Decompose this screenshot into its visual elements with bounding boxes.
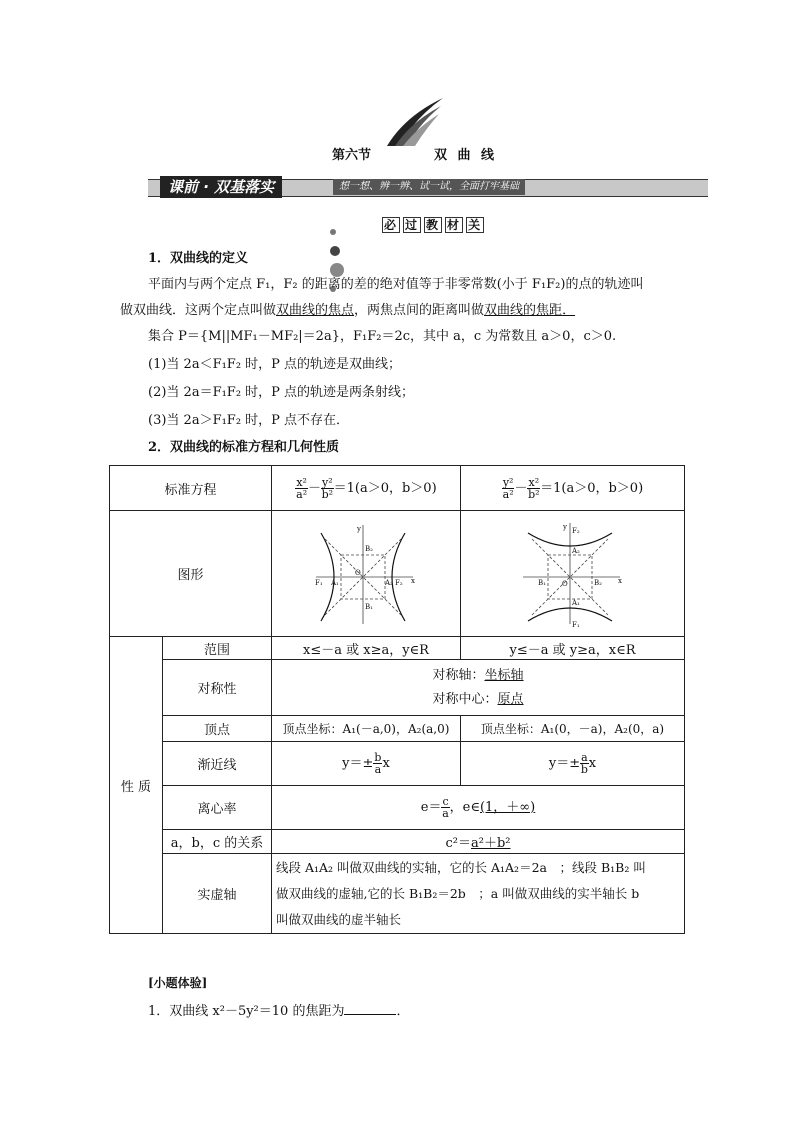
symmetry-value: 对称轴：坐标轴 对称中心：原点 xyxy=(272,660,685,716)
label-axes: 实虚轴 xyxy=(163,854,272,934)
banner-sub-label: 想一想、辨一辨、试一试，全面打牢基础 xyxy=(333,179,525,195)
section-number: 第六节 xyxy=(332,148,372,163)
svg-text:A₁: A₁ xyxy=(571,598,580,607)
banner-main-label: 课前 · 双基落实 xyxy=(160,176,282,198)
row-label-graph: 图形 xyxy=(110,511,272,637)
hyperbola-property-table xyxy=(109,465,685,934)
label-vertex: 顶点 xyxy=(163,716,272,742)
svg-text:B₁: B₁ xyxy=(537,578,546,587)
svg-text:O: O xyxy=(355,568,361,577)
svg-text:x: x xyxy=(411,576,415,585)
range-x: x≤－a 或 x≥a，y∈R xyxy=(272,637,461,660)
axes-value: 线段 A₁A₂ 叫做双曲线的实轴，它的长 A₁A₂＝2a ；线段 B₁B₂ 叫 做双曲线的虚轴,它的长 B₁B₂＝2b ；a 叫做双曲线的实半轴长 b 叫做双曲线的虚半轴长 xyxy=(272,854,685,934)
label-eccentricity: 离心率 xyxy=(163,786,272,830)
table-row xyxy=(110,786,685,830)
svg-text:A₂: A₂ xyxy=(385,578,393,587)
label-range: 范围 xyxy=(163,637,272,660)
svg-text:B₂: B₂ xyxy=(365,544,373,553)
graph-y-axis-cell xyxy=(461,511,685,637)
section-banner xyxy=(148,176,708,198)
svg-text:A₁: A₁ xyxy=(331,578,339,587)
eccentricity-value: e＝ $\frac{c}{a}$ ，e∈(1，＋∞) xyxy=(272,786,685,830)
row-label-properties: 性 质 xyxy=(110,637,163,934)
svg-text:y: y xyxy=(562,522,567,531)
asymptote-y: y＝± $\frac{a}{b}$ x xyxy=(461,742,685,786)
answer-blank[interactable] xyxy=(344,1014,396,1015)
svg-text:F₂: F₂ xyxy=(395,578,403,587)
table-row xyxy=(110,660,685,716)
table-row xyxy=(110,854,685,934)
svg-text:x: x xyxy=(617,576,622,585)
s1-para3: 集合 P＝{M||MF₁－MF₂|＝2a}，F₁F₂＝2c，其中 a，c 为常数且 a＞0，c＞0. xyxy=(148,329,617,344)
table-row xyxy=(110,466,685,511)
svg-text:y: y xyxy=(357,524,361,533)
equation-x-axis: $\frac{\text{x²}}{\text{a²}}$ － $\frac{\text{y²}}{\text{b²}}$ ＝1(a＞0，b＞0) xyxy=(272,466,461,511)
svg-text:B₁: B₁ xyxy=(365,602,373,611)
abc-relation-value: c²＝a²＋b² xyxy=(272,830,685,854)
section-logo-icon xyxy=(385,96,445,148)
s2-title: 2．双曲线的标准方程和几何性质 xyxy=(148,440,340,455)
quiz-question-1: 1．双曲线 x²－5y²＝10 的焦距为 ． xyxy=(148,1004,410,1019)
hyperbola-y-graph xyxy=(518,519,628,629)
svg-text:O: O xyxy=(561,579,568,588)
section-name: 双 曲 线 xyxy=(434,148,498,163)
quiz-heading: [小题体验] xyxy=(148,976,208,990)
asymptote-x: y＝± $\frac{b}{a}$ x xyxy=(272,742,461,786)
vertex-x: 顶点坐标：A₁(－a,0)，A₂(a,0) xyxy=(272,716,461,742)
label-asymptote: 渐近线 xyxy=(163,742,272,786)
graph-x-axis-cell xyxy=(272,511,461,637)
s1-para2: 做双曲线．这两个定点叫做双曲线的焦点，两焦点间的距离叫做双曲线的焦距． xyxy=(120,303,576,318)
subheading-text: 必 过 教 材 关 xyxy=(384,218,483,232)
label-abc-relation: a，b，c 的关系 xyxy=(163,830,272,854)
table-row xyxy=(110,637,685,660)
s1-para1: 平面内与两个定点 F₁，F₂ 的距离的差的绝对值等于非零常数(小于 F₁F₂)的点的轨迹叫 xyxy=(148,277,644,292)
row-label-equation: 标准方程 xyxy=(110,466,272,511)
table-row xyxy=(110,511,685,637)
svg-text:F₁: F₁ xyxy=(315,578,323,587)
s1-case1: (1)当 2a＜F₁F₂ 时，P 点的轨迹是双曲线； xyxy=(148,357,402,372)
vertex-y: 顶点坐标：A₁(0，－a)，A₂(0，a) xyxy=(461,716,685,742)
svg-text:F₁: F₁ xyxy=(571,620,580,629)
hyperbola-x-graph xyxy=(311,519,421,629)
svg-text:F₂: F₂ xyxy=(571,526,580,535)
svg-text:A₂: A₂ xyxy=(571,546,580,555)
label-symmetry: 对称性 xyxy=(163,660,272,716)
table-row xyxy=(110,830,685,854)
range-y: y≤－a 或 y≥a，x∈R xyxy=(461,637,685,660)
table-row xyxy=(110,716,685,742)
svg-text:B₂: B₂ xyxy=(593,578,602,587)
s1-title: 1．双曲线的定义 xyxy=(148,251,249,266)
equation-y-axis: $\frac{\text{y²}}{\text{a²}}$ － $\frac{\text{x²}}{\text{b²}}$ ＝1(a＞0，b＞0) xyxy=(461,466,685,511)
s1-case3: (3)当 2a＞F₁F₂ 时，P 点不存在． xyxy=(148,413,350,428)
table-row xyxy=(110,742,685,786)
s1-case2: (2)当 2a＝F₁F₂ 时，P 点的轨迹是两条射线； xyxy=(148,385,415,400)
